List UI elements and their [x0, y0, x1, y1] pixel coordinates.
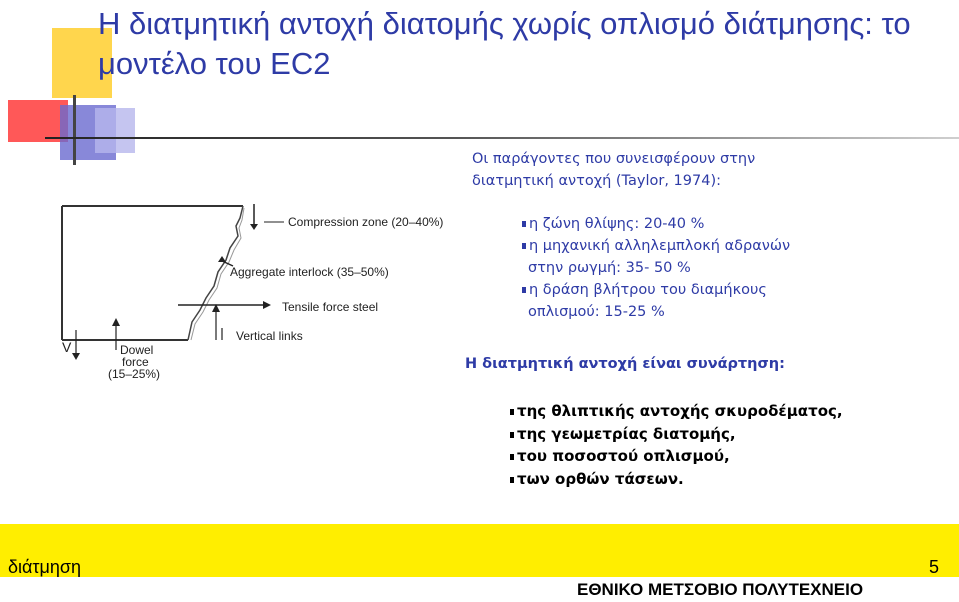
label-compression-zone: Compression zone (20–40%) [288, 215, 444, 229]
label-dowel-1: Dowel [120, 343, 154, 357]
dependencies-heading: Η διατμητική αντοχή είναι συνάρτηση: [465, 356, 785, 372]
list-item: του ποσοστού οπλισμού, [510, 445, 843, 468]
bullet-icon [522, 221, 526, 227]
footer-bar [0, 524, 959, 577]
intro-line: Οι παράγοντες που συνεισφέρουν στην [472, 151, 756, 167]
slide-title: Η διατμητική αντοχή διατομής χωρίς οπλισμό διάτμησης: το μοντέλο του EC2 [98, 6, 911, 81]
list-item: της θλιπτικής αντοχής σκυροδέματος, [510, 400, 843, 423]
intro-text [472, 148, 755, 192]
bullet-icon [510, 409, 514, 415]
list-item: η μηχανική αλληλεμπλοκή αδρανών [522, 235, 790, 257]
page-number: 5 [929, 557, 940, 577]
bullet-icon [522, 287, 526, 293]
list-item: των ορθών τάσεων. [510, 468, 843, 491]
list-item: η ζώνη θλίψης: 20-40 % [522, 213, 790, 235]
label-dowel-2: force [122, 355, 149, 369]
label-dowel-3: (15–25%) [108, 367, 161, 381]
list-item: η δράση βλήτρου του διαμήκους [522, 279, 790, 301]
footer-institution: ΕΘΝΙΚΟ ΜΕΤΣΟΒΙΟ ΠΟΛΥΤΕΧΝΕΙΟ [577, 580, 864, 599]
bullet-icon [522, 243, 526, 249]
list-item-continuation: οπλισμού: 15-25 % [528, 304, 665, 320]
bullet-icon [510, 432, 514, 438]
shear-mechanism-diagram [58, 200, 478, 385]
footer-topic: διάτμηση [8, 557, 82, 577]
list-item: της γεωμετρίας διατομής, [510, 423, 843, 446]
factors-list [522, 213, 790, 323]
bullet-icon [510, 477, 514, 483]
label-vertical-links: Vertical links [236, 329, 303, 343]
label-tensile-steel: Tensile force steel [282, 300, 379, 314]
title-divider [45, 137, 959, 139]
label-aggregate-interlock: Aggregate interlock (35–50%) [230, 265, 389, 279]
list-item-continuation: στην ρωγμή: 35- 50 % [528, 260, 691, 276]
bullet-icon [510, 454, 514, 460]
label-v: V [62, 339, 72, 355]
dependencies-list [510, 400, 843, 490]
intro-line: διατμητική αντοχή (Taylor, 1974): [472, 173, 721, 189]
